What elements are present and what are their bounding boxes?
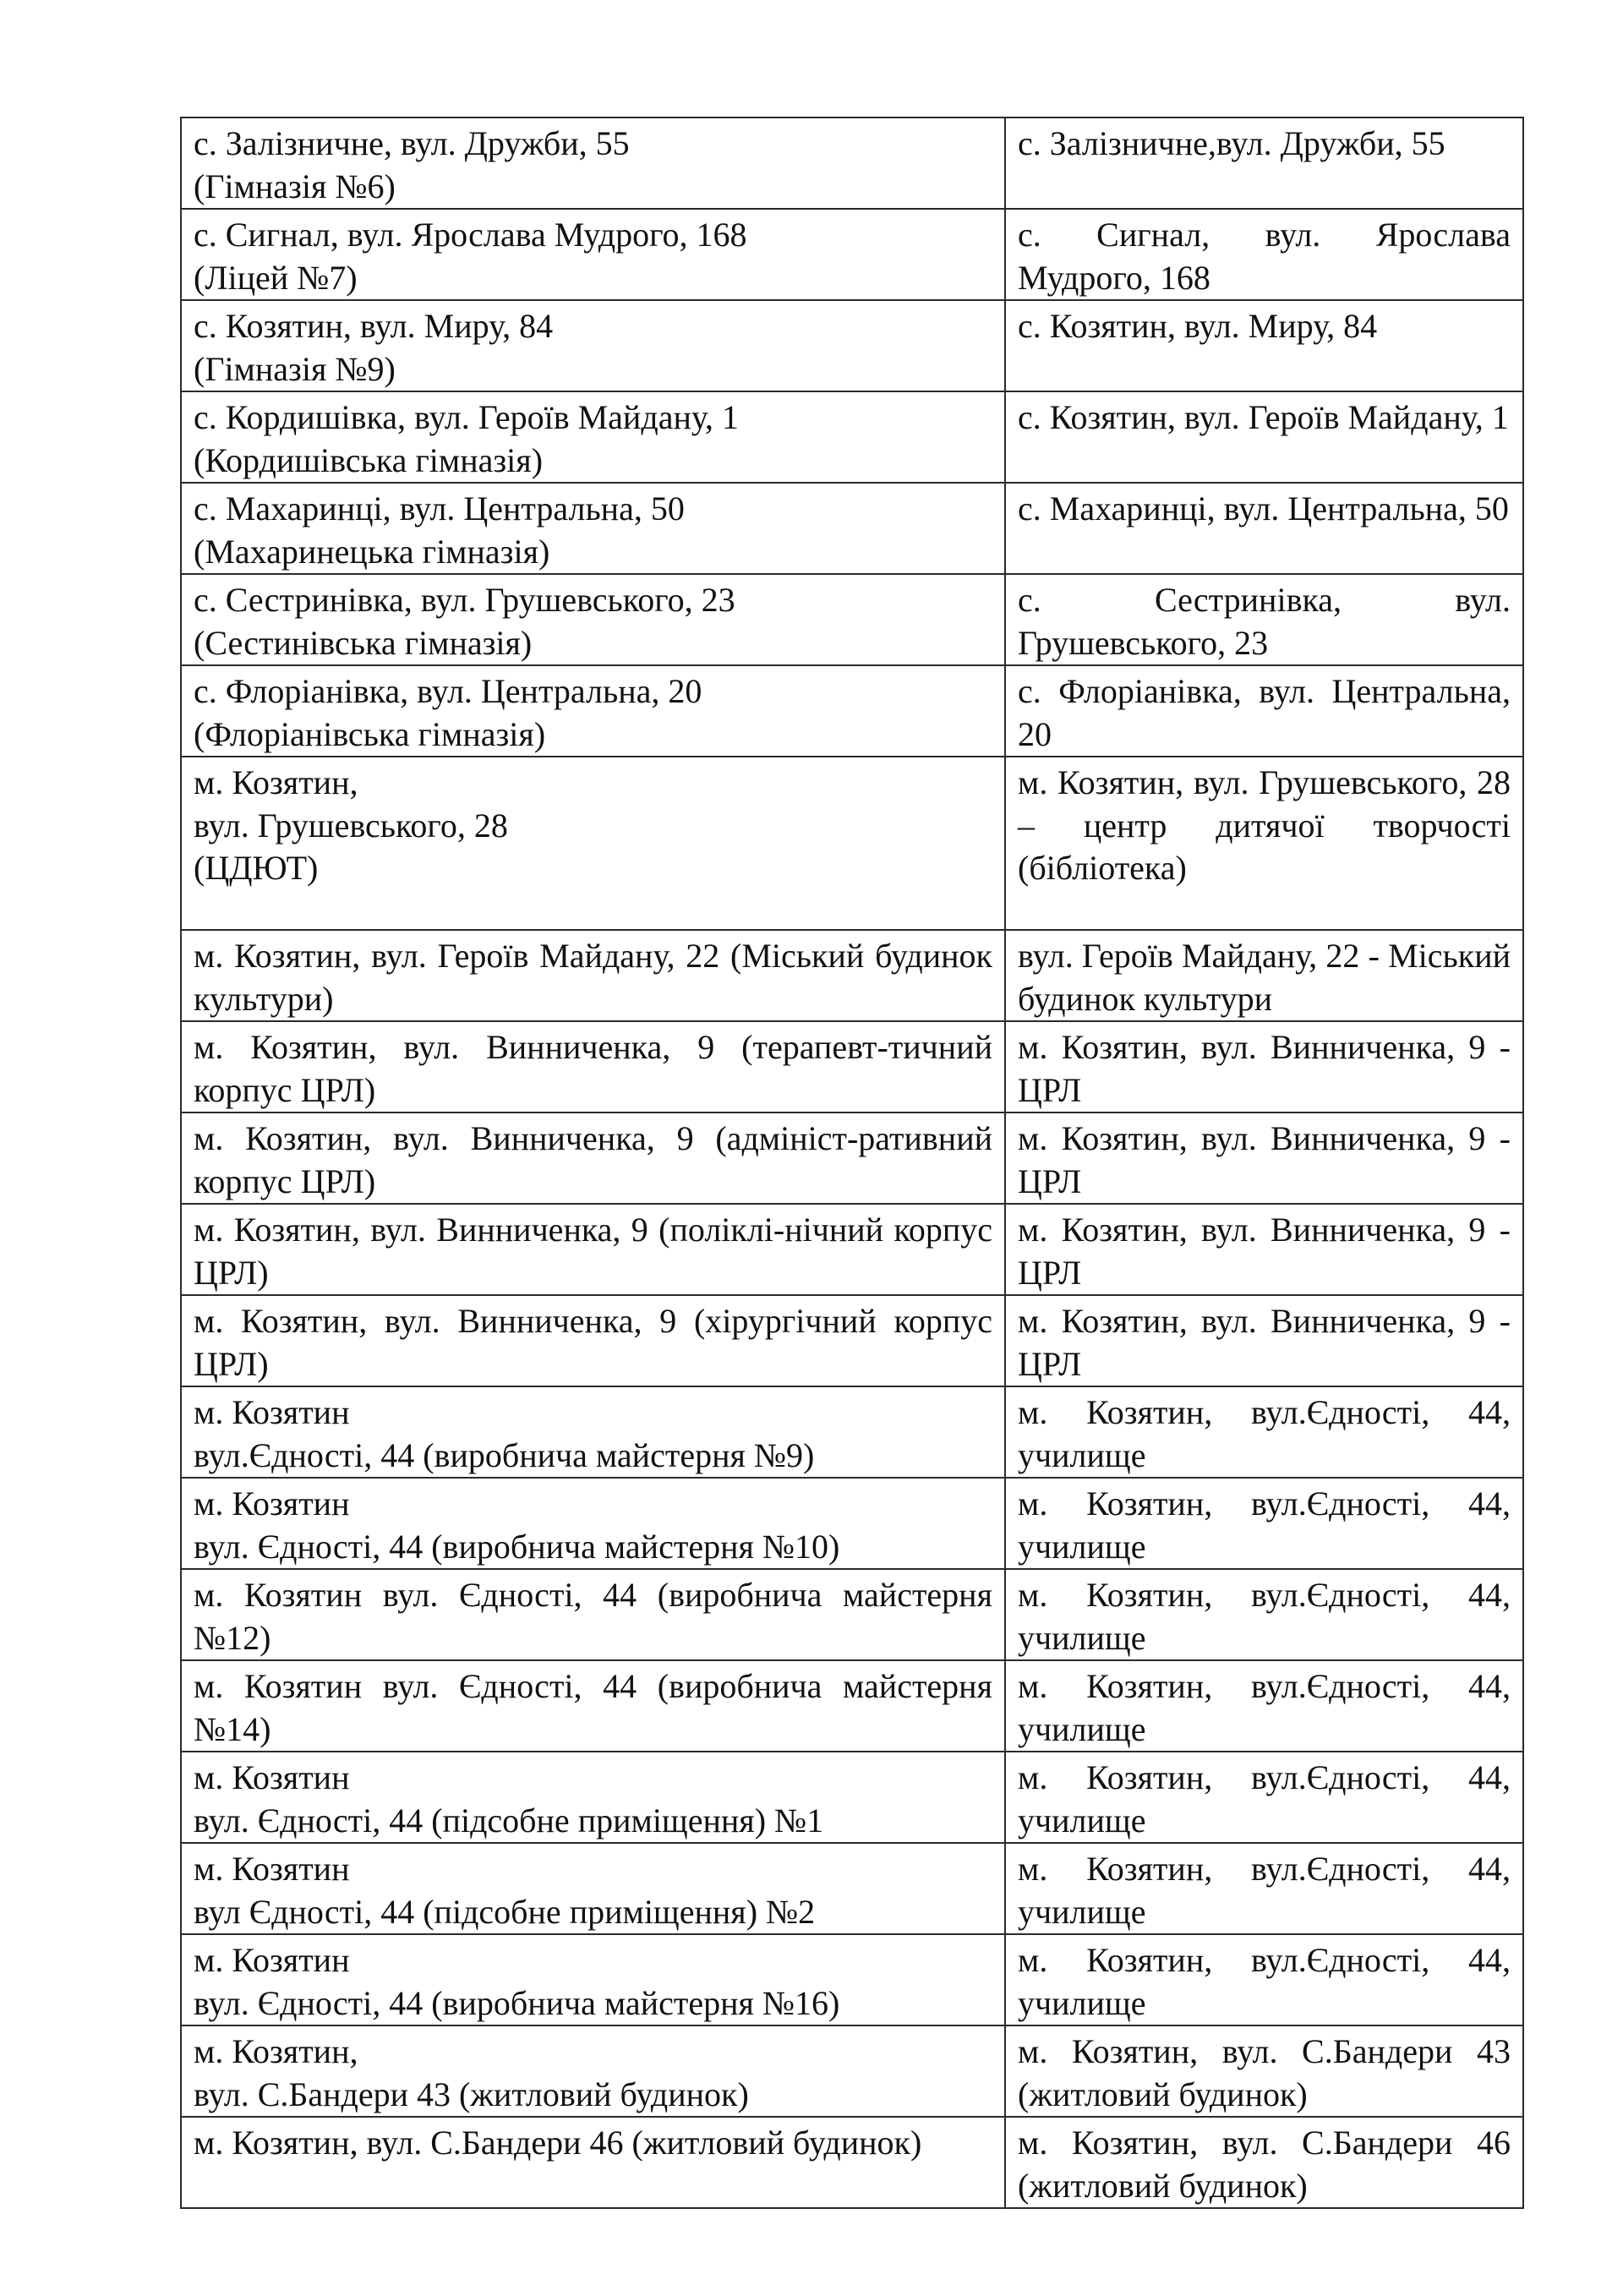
address-table-body bbox=[181, 118, 1523, 2208]
location-cell: м. Козятин, вул. С.Бандери 46 (житловий будинок) bbox=[1005, 2117, 1523, 2208]
cell-line: (Сестинівська гімназія) bbox=[194, 623, 533, 662]
table-row bbox=[181, 118, 1523, 209]
object-address-cell bbox=[181, 118, 1005, 209]
cell-line: с. Флоріанівка, вул. Центральна, 20 bbox=[194, 672, 702, 710]
table-row bbox=[181, 1386, 1523, 1478]
cell-line: вул. Єдності, 44 (підсобне приміщення) №1 bbox=[194, 1801, 824, 1840]
object-address-cell bbox=[181, 391, 1005, 483]
location-cell: с. Козятин, вул. Миру, 84 bbox=[1005, 300, 1523, 391]
table-row bbox=[181, 757, 1523, 930]
cell-line: с. Кордишівка, вул. Героїв Майдану, 1 bbox=[194, 398, 739, 436]
table-row bbox=[181, 1478, 1523, 1569]
location-cell: м. Козятин, вул. Винниченка, 9 - ЦРЛ bbox=[1005, 1112, 1523, 1204]
cell-line: м. Козятин, bbox=[194, 763, 358, 801]
cell-line: м. Козятин bbox=[194, 1484, 350, 1522]
object-address-cell bbox=[181, 757, 1005, 930]
cell-line: (ЦДЮТ) bbox=[194, 849, 319, 887]
cell-line: вул.Єдності, 44 (виробнича майстерня №9) bbox=[194, 1435, 815, 1474]
location-cell: с. Махаринці, вул. Центральна, 50 bbox=[1005, 483, 1523, 574]
object-address-cell: м. Козятин вул. Єдності, 44 (виробнича майстерня №14) bbox=[181, 1660, 1005, 1752]
object-address-cell: м. Козятин, вул. Винниченка, 9 (адмініст-ративний корпус ЦРЛ) bbox=[181, 1112, 1005, 1204]
object-address-cell bbox=[181, 209, 1005, 300]
cell-line: м. Козятин bbox=[194, 1758, 350, 1796]
object-address-cell bbox=[181, 1386, 1005, 1478]
cell-line: вул. Єдності, 44 (виробнича майстерня №10) bbox=[194, 1527, 840, 1566]
cell-line: с. Залізничне, вул. Дружби, 55 bbox=[194, 124, 630, 162]
cell-line: вул. Єдності, 44 (виробнича майстерня №16) bbox=[194, 1983, 840, 2022]
cell-line: с. Махаринці, вул. Центральна, 50 bbox=[194, 489, 685, 528]
object-address-cell bbox=[181, 1752, 1005, 1843]
location-cell: с. Флоріанівка, вул. Центральна, 20 bbox=[1005, 665, 1523, 757]
table-row bbox=[181, 391, 1523, 483]
cell-line: вул Єдності, 44 (підсобне приміщення) №2 bbox=[194, 1892, 816, 1931]
object-address-cell bbox=[181, 483, 1005, 574]
cell-line: с. Козятин, вул. Миру, 84 bbox=[194, 307, 554, 345]
cell-line: (Гімназія №6) bbox=[194, 167, 396, 205]
table-row bbox=[181, 300, 1523, 391]
cell-line: (Ліцей №7) bbox=[194, 258, 358, 297]
object-address-cell: м. Козятин, вул. Винниченка, 9 (терапевт-тичний корпус ЦРЛ) bbox=[181, 1021, 1005, 1112]
table-row bbox=[181, 1569, 1523, 1660]
location-cell: м. Козятин, вул.Єдності, 44, училище bbox=[1005, 1843, 1523, 1934]
location-cell: м. Козятин, вул.Єдності, 44, училище bbox=[1005, 1934, 1523, 2025]
cell-line: вул. С.Бандери 43 (житловий будинок) bbox=[194, 2075, 749, 2113]
table-row bbox=[181, 1752, 1523, 1843]
object-address-cell: м. Козятин вул. Єдності, 44 (виробнича майстерня №12) bbox=[181, 1569, 1005, 1660]
object-address-cell: м. Козятин, вул. Винниченка, 9 (хірургічний корпус ЦРЛ) bbox=[181, 1295, 1005, 1386]
table-row bbox=[181, 1660, 1523, 1752]
location-cell: с. Козятин, вул. Героїв Майдану, 1 bbox=[1005, 391, 1523, 483]
cell-line: м. Козятин, bbox=[194, 2032, 358, 2070]
location-cell: м. Козятин, вул. С.Бандери 43 (житловий будинок) bbox=[1005, 2025, 1523, 2117]
cell-line: вул. Грушевського, 28 bbox=[194, 806, 508, 845]
table-row bbox=[181, 483, 1523, 574]
object-address-cell bbox=[181, 1843, 1005, 1934]
table-row bbox=[181, 1021, 1523, 1112]
object-address-cell: м. Козятин, вул. С.Бандери 46 (житловий будинок) bbox=[181, 2117, 1005, 2208]
cell-line: с. Сестринівка, вул. Грушевського, 23 bbox=[194, 581, 735, 619]
location-cell: с. Залізничне,вул. Дружби, 55 bbox=[1005, 118, 1523, 209]
location-cell: м. Козятин, вул.Єдності, 44, училище bbox=[1005, 1752, 1523, 1843]
cell-line: (Флоріанівська гімназія) bbox=[194, 714, 546, 753]
object-address-cell bbox=[181, 2025, 1005, 2117]
cell-line: (Кордишівська гімназія) bbox=[194, 440, 544, 479]
cell-line: м. Козятин bbox=[194, 1850, 350, 1888]
table-row bbox=[181, 665, 1523, 757]
object-address-cell: м. Козятин, вул. Винниченка, 9 (поліклі-нічний корпус ЦРЛ) bbox=[181, 1204, 1005, 1295]
location-cell: м. Козятин, вул.Єдності, 44, училище bbox=[1005, 1478, 1523, 1569]
location-cell: м. Козятин, вул. Винниченка, 9 - ЦРЛ bbox=[1005, 1021, 1523, 1112]
table-row bbox=[181, 2117, 1523, 2208]
location-cell: м. Козятин, вул. Винниченка, 9 - ЦРЛ bbox=[1005, 1295, 1523, 1386]
object-address-cell bbox=[181, 300, 1005, 391]
location-cell: вул. Героїв Майдану, 22 - Міський будинок культури bbox=[1005, 930, 1523, 1021]
address-table bbox=[180, 117, 1524, 2209]
location-cell: м. Козятин, вул.Єдності, 44, училище bbox=[1005, 1660, 1523, 1752]
object-address-cell bbox=[181, 1478, 1005, 1569]
table-row bbox=[181, 1295, 1523, 1386]
object-address-cell bbox=[181, 665, 1005, 757]
cell-line: (Гімназія №9) bbox=[194, 349, 396, 388]
table-row bbox=[181, 2025, 1523, 2117]
cell-line: с. Сигнал, вул. Ярослава Мудрого, 168 bbox=[194, 216, 747, 254]
object-address-cell bbox=[181, 574, 1005, 665]
cell-line: м. Козятин bbox=[194, 1941, 350, 1979]
location-cell: м. Козятин, вул.Єдності, 44, училище bbox=[1005, 1569, 1523, 1660]
table-row bbox=[181, 1204, 1523, 1295]
table-row bbox=[181, 930, 1523, 1021]
object-address-cell: м. Козятин, вул. Героїв Майдану, 22 (Міський будинок культури) bbox=[181, 930, 1005, 1021]
location-cell: м. Козятин, вул. Винниченка, 9 - ЦРЛ bbox=[1005, 1204, 1523, 1295]
table-row bbox=[181, 1934, 1523, 2025]
cell-line: (Махаринецька гімназія) bbox=[194, 532, 550, 571]
location-cell: м. Козятин, вул.Єдності, 44, училище bbox=[1005, 1386, 1523, 1478]
table-row bbox=[181, 1112, 1523, 1204]
object-address-cell bbox=[181, 1934, 1005, 2025]
table-row bbox=[181, 574, 1523, 665]
location-cell: с. Сестринівка, вул. Грушевського, 23 bbox=[1005, 574, 1523, 665]
location-cell: м. Козятин, вул. Грушевського, 28 – центр дитячої творчості (бібліотека) bbox=[1005, 757, 1523, 930]
cell-line: м. Козятин bbox=[194, 1393, 350, 1431]
location-cell: с. Сигнал, вул. Ярослава Мудрого, 168 bbox=[1005, 209, 1523, 300]
table-row bbox=[181, 1843, 1523, 1934]
table-row bbox=[181, 209, 1523, 300]
